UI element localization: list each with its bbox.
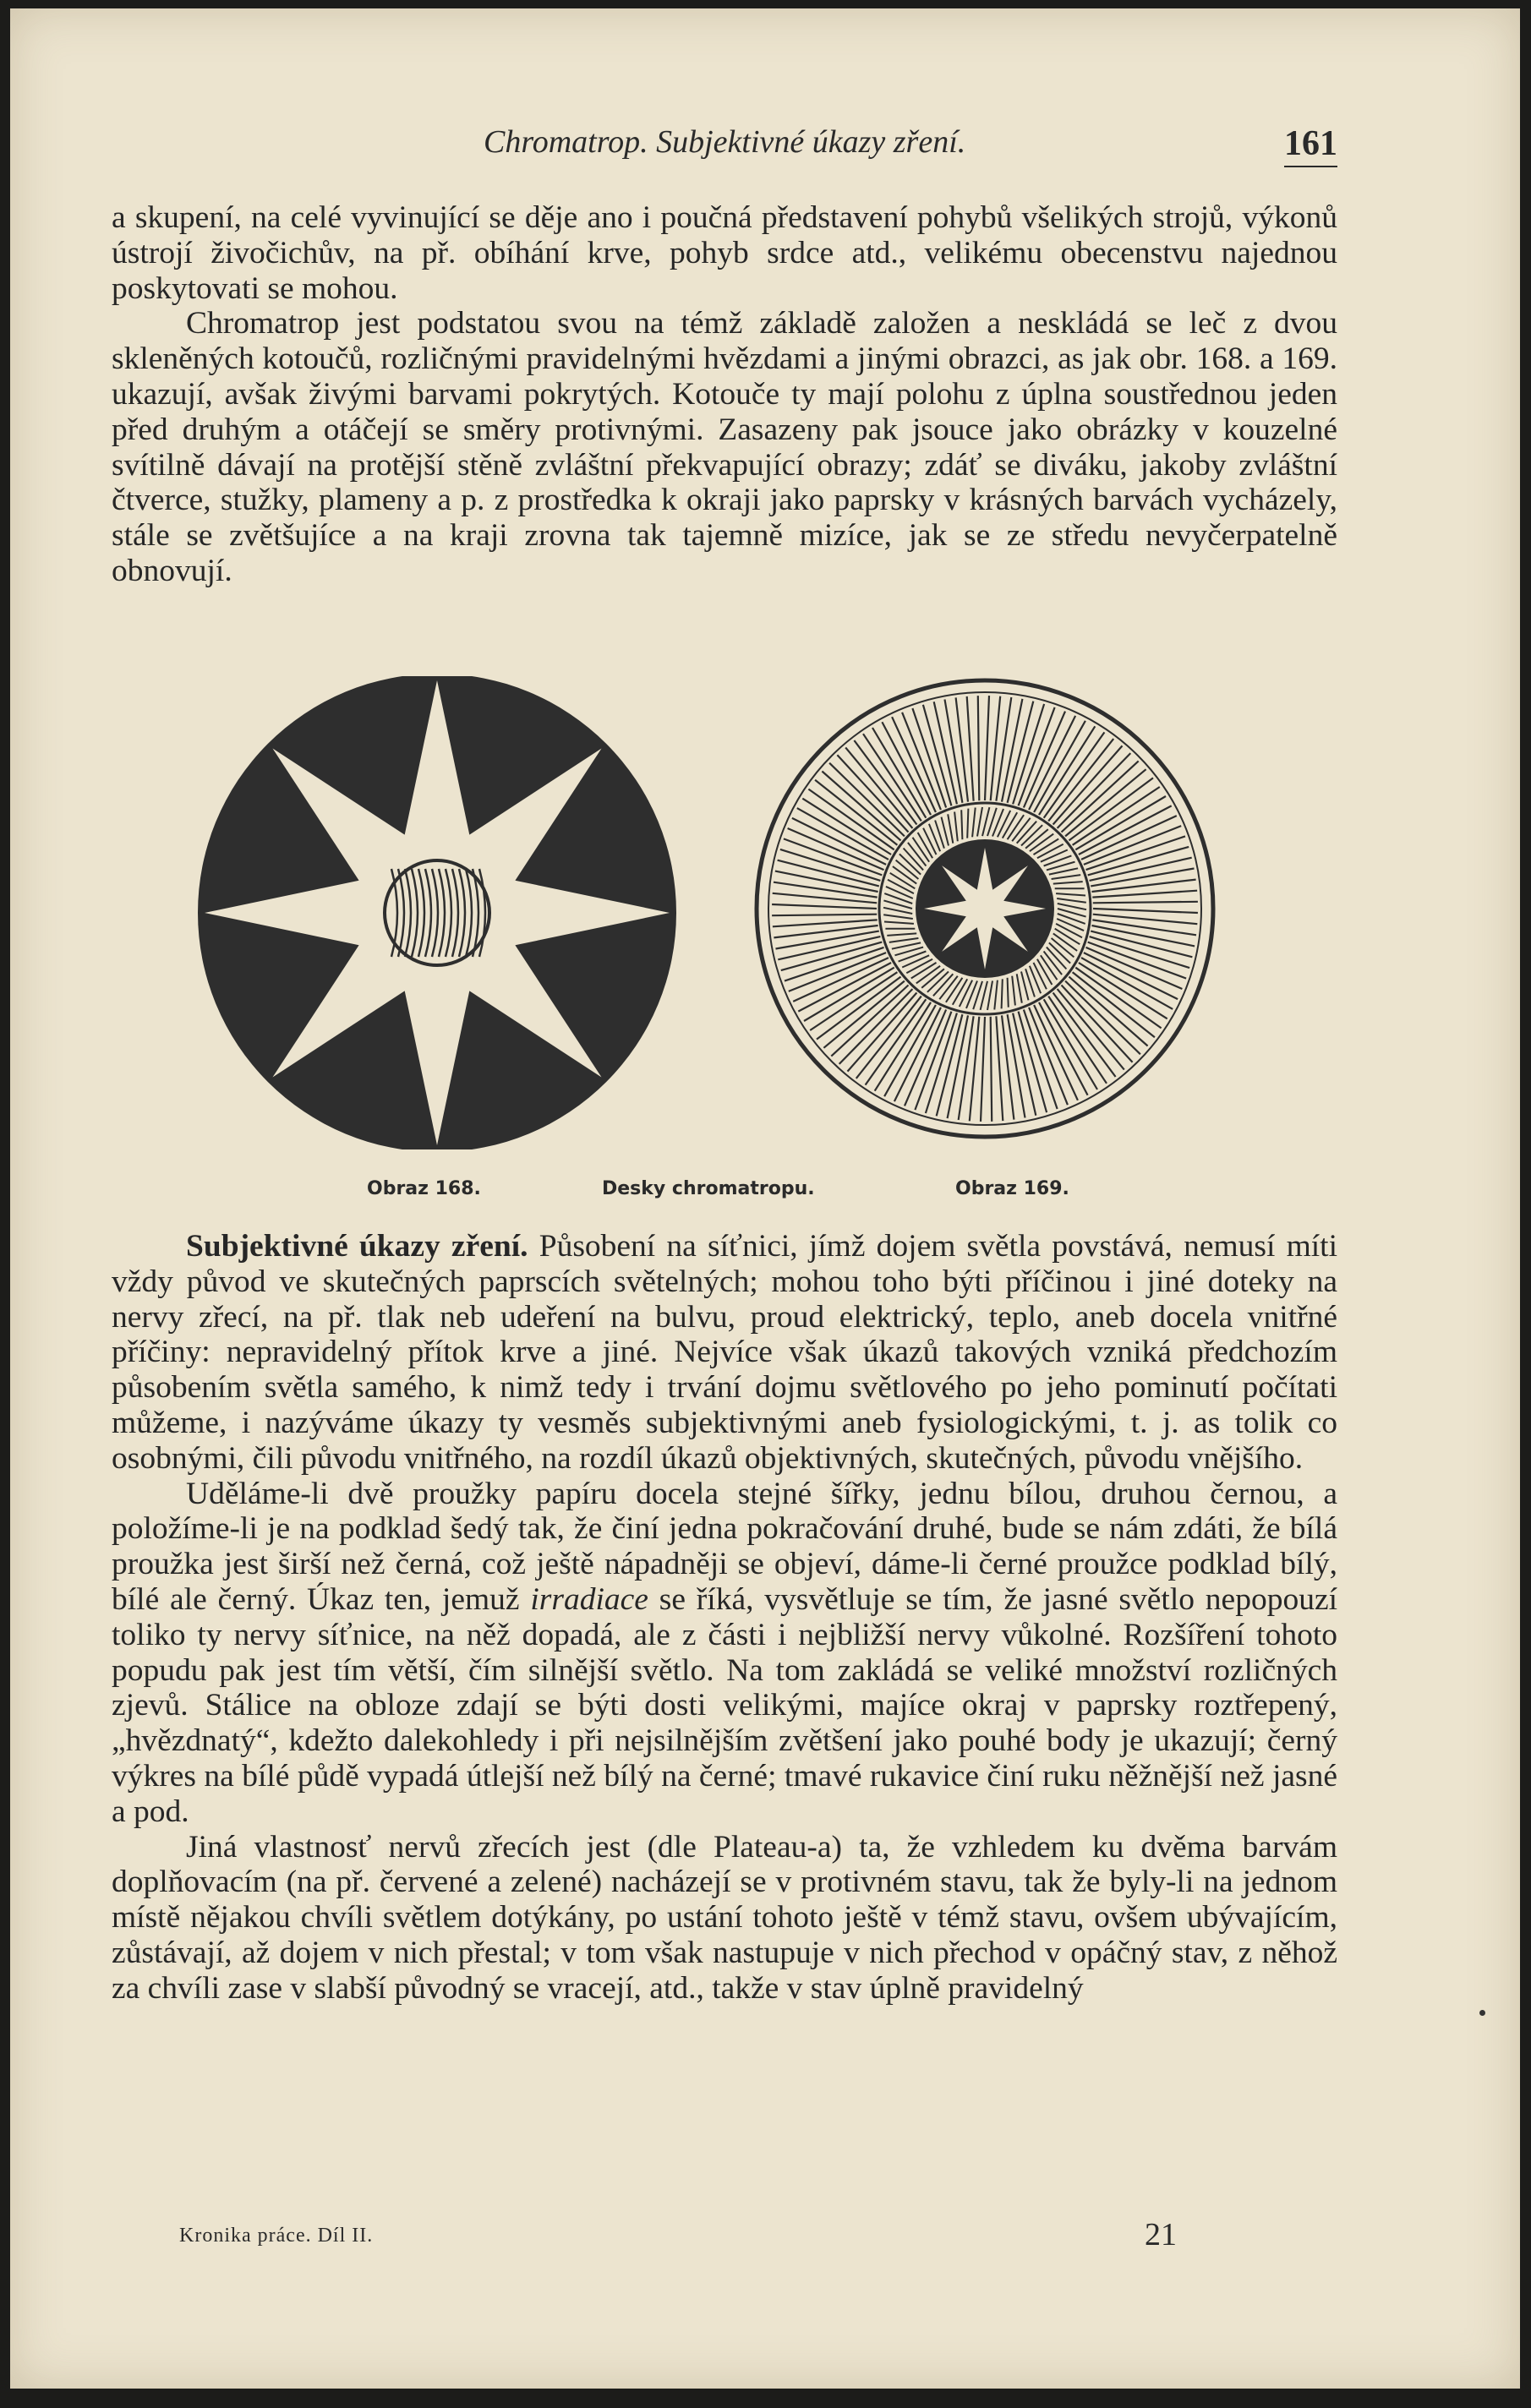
ring-hatch — [967, 809, 968, 838]
page-number: 161 — [1284, 123, 1337, 167]
ray — [772, 915, 877, 916]
paragraph-subjektivne-text: Působení na síťnici, jímž dojem světla povstává, nemusí míti vždy původ ve skutečných paprscích světelných; mohou toho býti příčinou i jiné doteky na nervy zřecí, na př. tlak neb udeření na bulvu, proud elektrický, teplo, aneb docela vnitřné příčiny: nepravidelný přítok krve a jiné. Nejvíce však úkazů takových vzniká předchozím působením světla samého, k nimž tedy i trvání dojmu světlového po jeho pominutí počítati můžeme, i nazýváme úkazy ty vesměs subjektivnými aneb fysiologickými, t. j. as tolik co osobnými, čili původu vnitřného, na rozdíl úkazů objektivných, skutečných, původu vnějšího. — [112, 1229, 1338, 1476]
paragraph-chromatrop: Chromatrop jest podstatou svou na témž základě založen a neskládá se leč z dvou skleněných kotoučů, rozličnými pravidelnými hvězdami a jinými obrazci, as jak obr. 168. a 169. ukazují, avšak živými barvami pokrytých. Kotouče ty mají polohu z úplna soustřednou jeden před druhým a otáčejí se směry protivnými. Zasazeny pak jsouce jako obrázky v kouzelné svítilně dávají na protější stěně zvláštní překvapující obrazy; zdáť se diváku, jakoby zvláštní čtverce, stužky, plameny a p. z prostředka k okraji jako paprsky v krásných barvách vycházely, stále se zvětšujíce a na kraji zrovna tak tajemně mizíce, jak se ze středu nevyčerpatelně obnovují. — [112, 306, 1337, 588]
sheet-number: 21 — [1145, 2217, 1177, 2252]
ray — [978, 696, 980, 800]
caption-obraz-169: Obraz 169. — [955, 1178, 1069, 1199]
ray — [1093, 902, 1198, 904]
paragraph-irradiace-start: Uděláme-li dvě proužky papíru docela stejné šířky, jednu bílou, druhou černou, a položíme-li je na podklad šedý tak, že činí jedna pokračování druhé, bude se nám zdáti, že bílá proužka jest širší než černá, což ještě nápadněji se objeví, dáme-li černé proužce podklad bílý, bílé ale černý. Úkaz ten, jemuž — [112, 1476, 1337, 1617]
section-text-block — [112, 1229, 1337, 2007]
running-title: Chromatrop. Subjektivné úkazy zření. — [484, 124, 966, 160]
paragraph-irradiace — [112, 1477, 1337, 1830]
ring-hatch — [1008, 978, 1009, 1007]
center-dot — [977, 901, 992, 916]
figures-row — [10, 668, 1520, 1200]
book-page — [10, 8, 1520, 2389]
caption-obraz-168: Obraz 168. — [367, 1178, 481, 1199]
paragraph-irradiace-rest: se říká, vysvětluje se tím, že jasné světlo nepopouzí toliko ty nervy síťnice, na něž dopadá, ale z části i nejbližší nervy vůkolné. Rozšíření tohoto popudu pak jest tím větší, čím silnější světlo. Na tom zakládá se veliké množství rozličných zjevů. Stálice na obloze zdají se býti dosti velikými, majíce okraj v paprsky roztřepený, „hvězdnatý“, kdežto dalekohledy i při nejsilnějším zvětšení jako pouhé body je ukazují; černý výkres na bílé půdě vypadá útlejší než bílý na černé; tmavé rukavice činí ruku něžnější než jasné a pod. — [112, 1581, 1338, 1829]
page-header — [112, 123, 1337, 174]
ring-hatch — [1002, 979, 1003, 1008]
paragraph-plateau: Jiná vlastnosť nervů zřecích jest (dle Plateau-a) ta, že vzhledem ku dvěma barvám doplňovacím (na př. červené a zelené) nacházejí se v protivném stavu, tak že byly-li na jednom místě nějakou chvíli světlem dotýkány, po ustání tohoto ještě v témž stavu, ovšem ubývajícím, zůstávají, až dojem v nich přestal; v tom však nastupuje v nich přechod v opáčný stav, z něhož za chvíli zase v slabší původný se vracejí, atd., takže v stav úplně pravidelný — [112, 1829, 1337, 2006]
ink-speck — [1479, 2010, 1485, 2016]
section-heading: Subjektivné úkazy zření. — [186, 1229, 528, 1264]
term-irradiace: irradiace — [530, 1581, 648, 1617]
caption-desky: Desky chromatropu. — [602, 1178, 815, 1199]
figure-169-rayed-disc — [752, 668, 1217, 1149]
footer-signature: Kronika práce. Díl II. — [179, 2225, 374, 2247]
intro-text-block — [112, 200, 1337, 589]
paragraph-subjektivne — [112, 1229, 1337, 1477]
ring-hatch — [961, 810, 962, 839]
ray — [991, 1017, 992, 1122]
paragraph-continuation: a skupení, na celé vyvinující se děje ano i poučná představení pohybů všelikých strojů, výkonů ústrojí živočichův, na př. obíhání krve, pohyb srdce atd., velikému obecenstvu najednou poskytovati se mohou. — [112, 200, 1337, 306]
figure-168-star-disc — [194, 676, 680, 1149]
page-footer — [179, 2217, 1177, 2255]
